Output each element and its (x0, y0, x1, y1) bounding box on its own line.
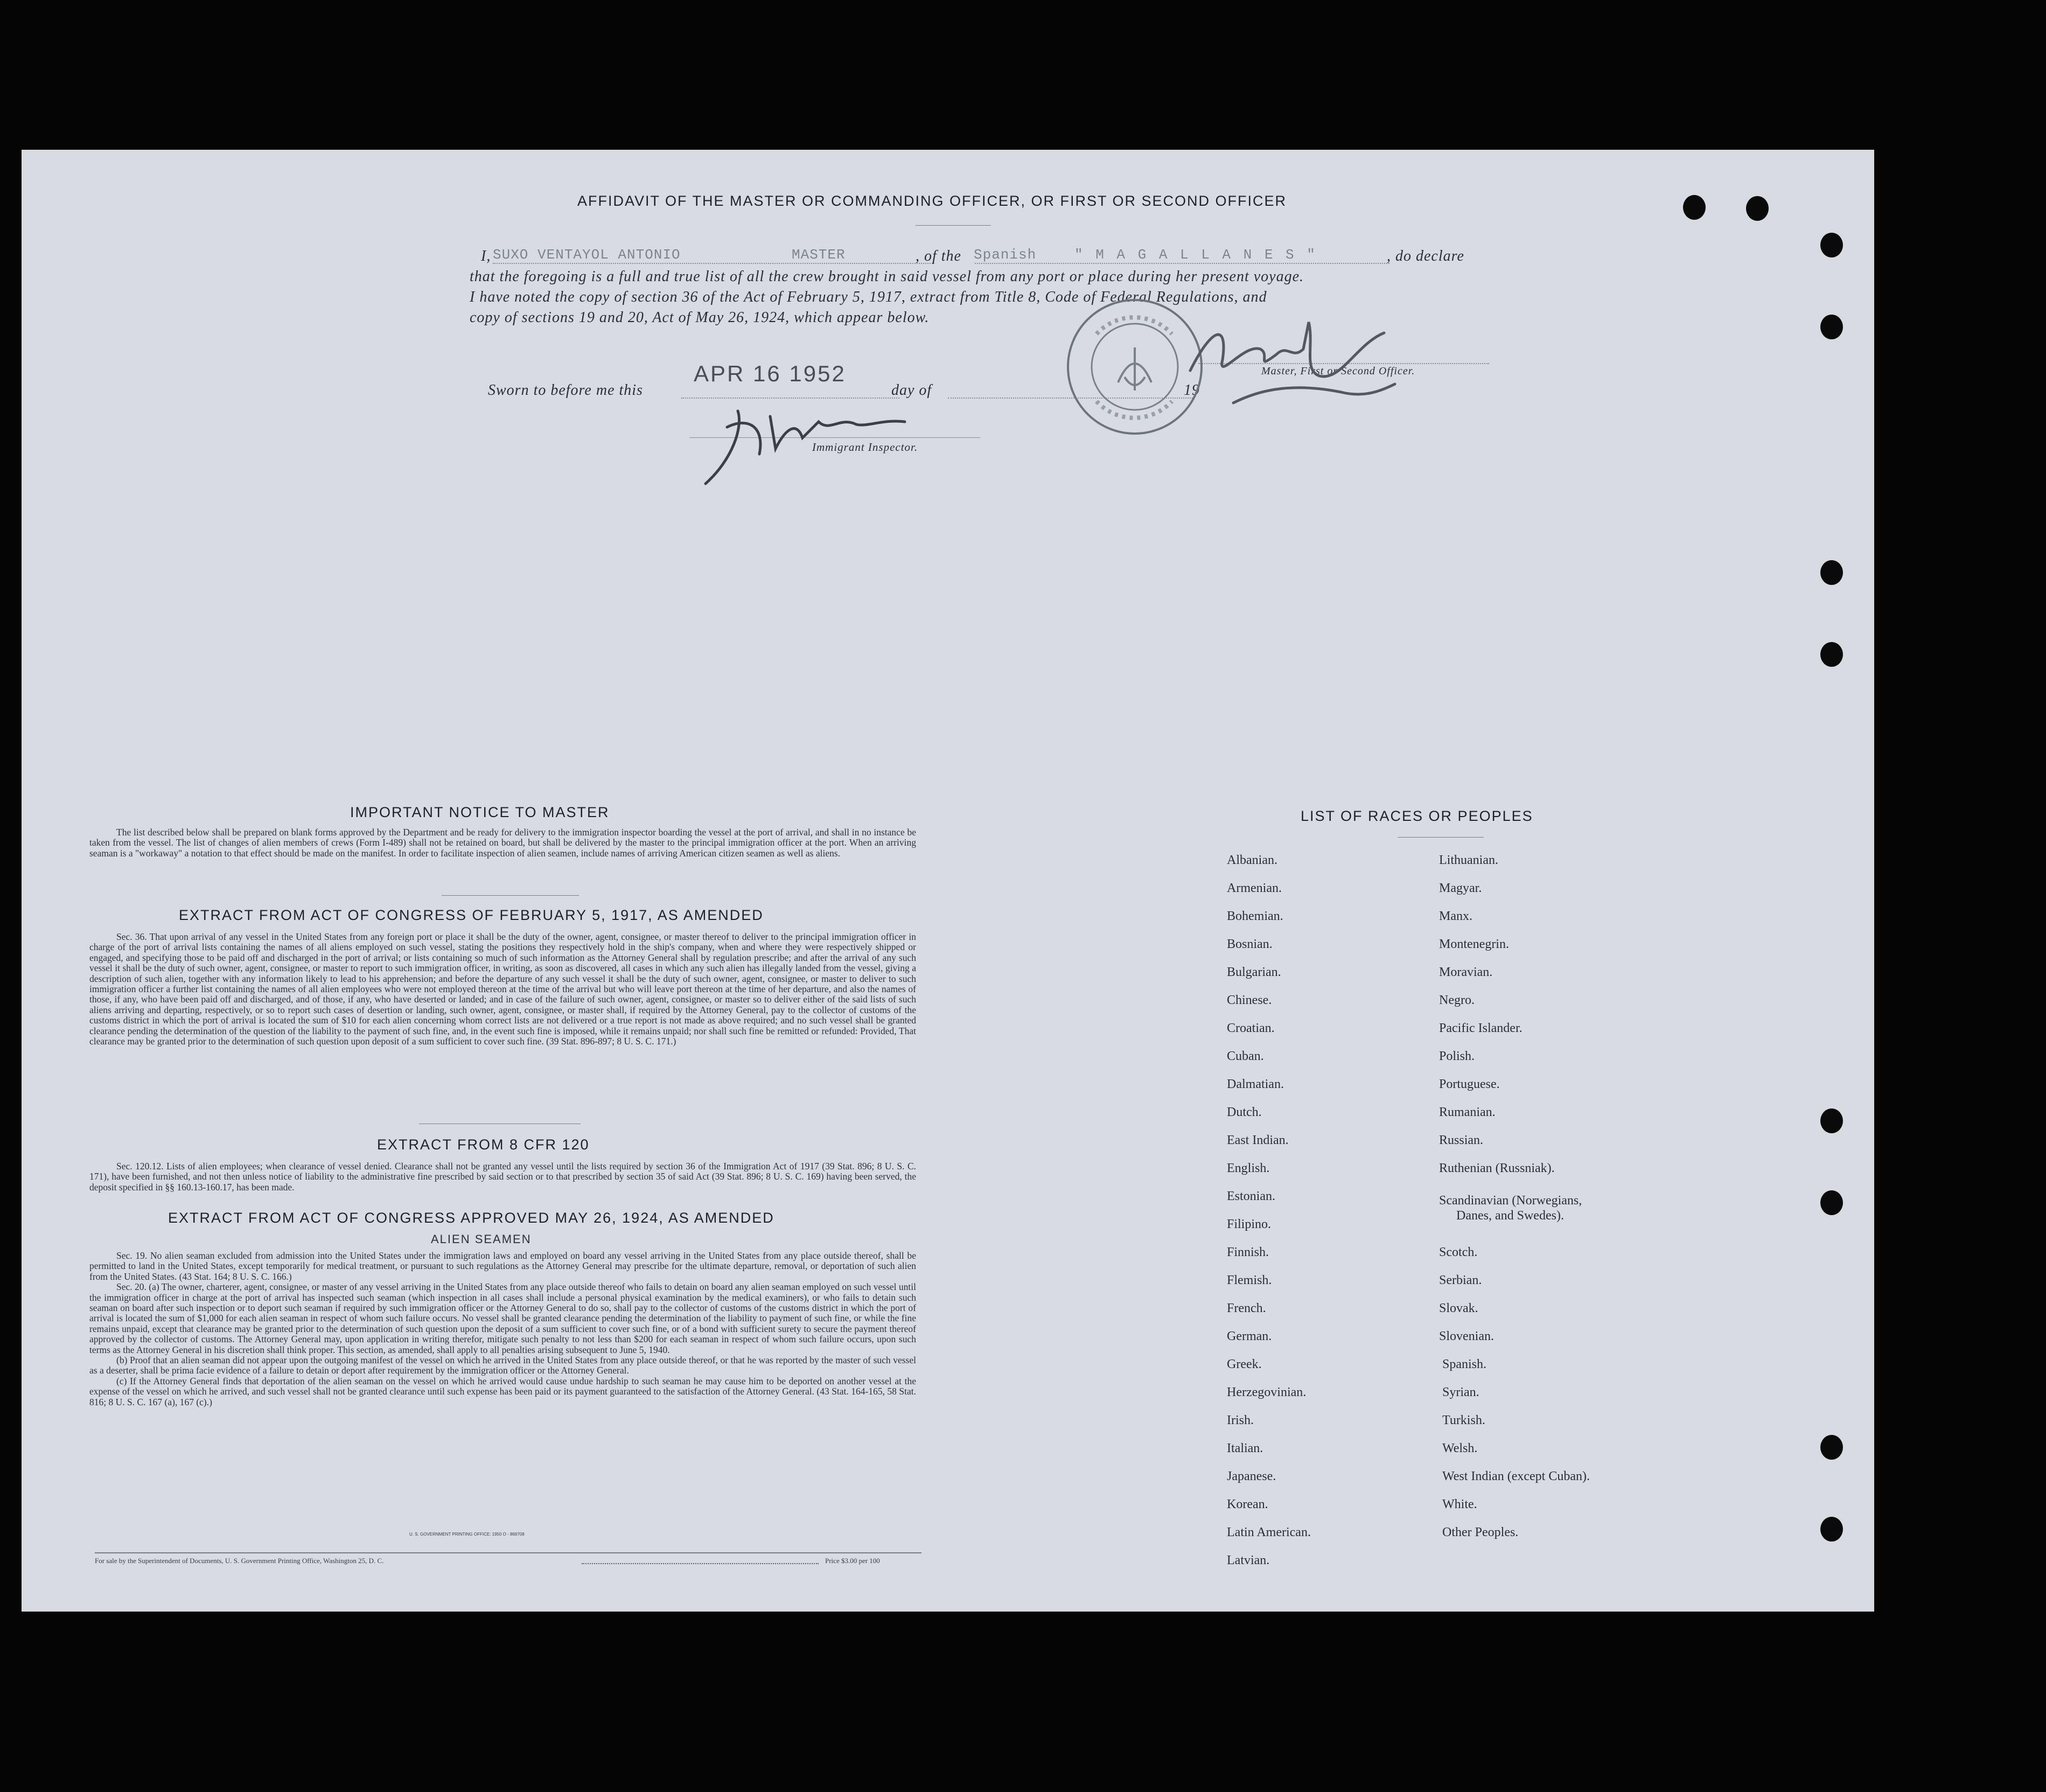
race-left-item: Bohemian. (1227, 909, 1283, 923)
race-left-item: Bulgarian. (1227, 965, 1281, 979)
title-rule (916, 225, 991, 226)
punch-hole (1820, 1435, 1843, 1460)
affidavit-line-2: that the foregoing is a full and true list of all the crew brought in said vessel from any port or place during her present voyage. (470, 268, 1304, 285)
race-left-item: Albanian. (1227, 853, 1277, 867)
race-left-item: East Indian. (1227, 1133, 1289, 1147)
race-right-item: Ruthenian (Russniak). (1439, 1161, 1555, 1175)
price: Price $3.00 per 100 (825, 1557, 880, 1565)
punch-hole (1746, 196, 1769, 221)
race-right-item: Scandinavian (Norwegians, (1439, 1194, 1582, 1208)
sale-notice: For sale by the Superintendent of Documents, U. S. Government Printing Office, Washington 25, D. C. (95, 1557, 384, 1565)
day-of-text: day of (891, 382, 932, 399)
race-left-item: Filipino. (1227, 1217, 1272, 1231)
sec-19-paragraph: Sec. 19. No alien seaman excluded from admission into the United States under the immigration laws and employed on board any vessel arriving in the United States from any place outside thereof, shall be permitted to land in the United States, except temporarily for medical treatment, or pursuant to such regulations as the Attorney General may prescribe for the ultimate departure, removal, or deportation of such alien from the United States. (43 Stat. 164; 8 U. S. C. 166.) (89, 1250, 916, 1282)
race-left-item: Bosnian. (1227, 937, 1273, 951)
race-right-item: Portuguese. (1439, 1077, 1500, 1091)
race-left-item: Croatian. (1227, 1021, 1275, 1035)
punch-hole (1820, 1108, 1843, 1133)
punch-hole (1820, 1190, 1843, 1215)
affidavit-declare: , do declare (1387, 248, 1464, 264)
race-right-item: Other Peoples. (1442, 1525, 1519, 1539)
race-left-item: Dutch. (1227, 1105, 1262, 1119)
race-left-item: Korean. (1227, 1497, 1268, 1511)
affidavit-line-4: copy of sections 19 and 20, Act of May 26, 1924, which appear below. (470, 309, 930, 326)
footer-rule (95, 1552, 921, 1553)
vessel-nationality: Spanish (974, 247, 1037, 263)
race-right-item: Polish. (1439, 1049, 1475, 1063)
race-right-item: Lithuanian. (1439, 853, 1498, 867)
punch-hole (1683, 195, 1706, 220)
sec-20a-paragraph: Sec. 20. (a) The owner, charterer, agent, consignee, or master of any vessel arriving in the United States from any place outside thereof who fails to detain on board any alien seaman employed on such vessel until the immigration officer in charge at the port of arrival has inspected such seaman (which inspection in all cases shall include a personal physical examination by the medical examiners), or who fails to detain such seaman on board after such inspection or to deport such seaman if required by such immigration officer or the Attorney General to do so, shall pay to the collector of customs of the customs district in which the port of arrival is located the sum of $1,000 for each alien seaman in respect of whom such failure occurs. No vessel shall be granted clearance pending the determination of the liability to payment of such fine, or while the fine remains unpaid, except that clearance may be granted prior to the determination of such question upon the deposit of a sum sufficient to cover such fine, or of a bond with sufficient surety to secure the payment thereof approved by the collector of customs. The Attorney General may, upon application in writing therefor, mitigate such penalty to not less than $200 for each seaman in respect of whom such failure occurs, upon such terms as the Attorney General in his discretion shall think proper. This section, as amended, shall apply to all penalties arising subsequent to June 5, 1940. (89, 1281, 916, 1355)
punch-hole (1820, 233, 1843, 257)
extract-1924-title: EXTRACT FROM ACT OF CONGRESS APPROVED MAY 26, 1924, AS AMENDED (168, 1210, 774, 1226)
race-left-item: German. (1227, 1329, 1272, 1343)
extract-8cfr-title: EXTRACT FROM 8 CFR 120 (377, 1136, 590, 1153)
sale-dotted-leader (582, 1563, 819, 1564)
extract-8cfr-text: Sec. 120.12. Lists of alien employees; when clearance of vessel denied. Clearance shall not be granted any vessel until the lists required by section 36 of the Immigration Act of 1917 (39 Stat. 896; 8 U. S. C. 171), have been furnished, and not then unless notice of liability to the administrative fine prescribed by said section or to that prescribed by section 35 of said Act (39 Stat. 896; 8 U. S. C. 169) having been served, the deposit specified in §§ 160.13-160.17, has been made. (89, 1161, 916, 1193)
race-right-item: Syrian. (1442, 1385, 1479, 1399)
race-right-item: Rumanian. (1439, 1105, 1496, 1119)
race-right-item: Turkish. (1442, 1413, 1485, 1427)
notice-text: The list described below shall be prepared on blank forms approved by the Department and be ready for delivery to the immigration inspector boarding the vessel at the port of arrival, and shall in no instance be taken from the vessel. The list of changes of alien members of crews (Form I-489) shall not be retained on board, but shall be delivered by the master to the principal immigration officer at the port. When an arriving seaman is a "workaway" a notation to that effect should be made on the manifest. In order to facilitate inspection of alien seamen, include names of arriving American citizen seamen as well as aliens. (89, 827, 916, 859)
race-left-item: Latvian. (1227, 1553, 1270, 1567)
notice-title: IMPORTANT NOTICE TO MASTER (350, 804, 610, 820)
extract-1917-text: Sec. 36. That upon arrival of any vessel in the United States from any foreign port or place it shall be the duty of the owner, agent, consignee, or master thereof to deliver to the principal immigration officer in charge of the port of arrival lists containing the names of all aliens employed on such vessel, stating the positions they respectively hold in the ship's company, when and where they were respectively shipped or engaged, and specifying those to be paid off and discharged in the port of arrival; or lists containing so much of such information as the Attorney General shall by regulation prescribe; and after the arrival of any such vessel it shall be the duty of such owner, agent, consignee, or master to report to such immigration officer, in writing, as soon as discovered, all cases in which any such alien has illegally landed from the vessel, giving a description of such alien, together with any information likely to lead to his apprehension; and before the departure of any such vessel it shall be the duty of such owner, agent, consignee, or master to deliver to such immigration officer a further list containing the names of all alien employees who were not employed thereon at the time of the arrival but who will leave port thereon at the time of her departure, and also the names of those, if any, who have been paid off and discharged, and of those, if any, who have deserted or landed; and in case of the failure of such owner, agent, consignee, or master so to deliver either of the said lists of such aliens arriving and departing, respectively, or so to report such cases of desertion or landing, such owner, agent, consignee, or master shall, if required by the Attorney General, pay to the collector of customs of the customs district in which the port of arrival is located the sum of $10 for each alien concerning whom correct lists are not delivered or a true report is not made as above required; and no such vessel shall be granted clearance pending the determination of the question of the liability to the payment of such fine, and, in the event such fine is imposed, while it remains unpaid; nor shall such fine be remitted or refunded: Provided, That clearance may be granted prior to the determination of such question upon deposit of a sum sufficient to cover such fine. (39 Stat. 896-897; 8 U. S. C. 171.) (89, 931, 916, 1047)
race-right-item: White. (1442, 1497, 1477, 1511)
race-right-item: West Indian (except Cuban). (1442, 1469, 1590, 1483)
notice-rule (442, 895, 579, 896)
sworn-text: Sworn to before me this (488, 382, 643, 399)
race-right-item: Slovenian. (1439, 1329, 1494, 1343)
name-dotted-line (493, 263, 934, 264)
sec-20b-paragraph: (b) Proof that an alien seaman did not appear upon the outgoing manifest of the vessel on which he arrived in the United States from any place outside thereof, or that he was reported by the master of such vessel as a deserter, shall be prima facie evidence of a failure to detain or deport after requirement by the immigration officer or the Attorney General. (89, 1355, 916, 1376)
race-right-item: Pacific Islander. (1439, 1021, 1523, 1035)
race-left-item: Finnish. (1227, 1245, 1269, 1259)
extract-1924-text (89, 1251, 916, 1407)
affidavit-i: I, (481, 248, 491, 264)
race-right-item: Danes, and Swedes). (1456, 1209, 1564, 1223)
inspector-signature (695, 395, 921, 489)
year-prefix: 19 (1184, 382, 1200, 399)
document-page (22, 150, 1874, 1612)
race-left-item: Dalmatian. (1227, 1077, 1284, 1091)
master-name: SUXO VENTAYOL ANTONIO (493, 247, 681, 263)
race-right-item: Russian. (1439, 1133, 1484, 1147)
race-right-item: Spanish. (1442, 1357, 1487, 1371)
race-left-item: Italian. (1227, 1441, 1263, 1455)
race-left-item: English. (1227, 1161, 1270, 1175)
gpo-imprint: U. S. GOVERNMENT PRINTING OFFICE: 1950 O - 869708 (409, 1532, 525, 1537)
extract-1917-title: EXTRACT FROM ACT OF CONGRESS OF FEBRUARY 5, 1917, AS AMENDED (179, 907, 764, 923)
race-right-item: Welsh. (1442, 1441, 1478, 1455)
race-right-item: Serbian. (1439, 1273, 1482, 1287)
race-left-item: Estonian. (1227, 1189, 1275, 1203)
punch-hole (1820, 1517, 1843, 1542)
race-left-item: Chinese. (1227, 993, 1272, 1007)
race-right-item: Manx. (1439, 909, 1472, 923)
race-left-item: French. (1227, 1301, 1266, 1315)
master-signature (1179, 311, 1427, 408)
race-left-item: Flemish. (1227, 1273, 1272, 1287)
affidavit-of-the: , of the (916, 248, 961, 264)
punch-hole (1820, 315, 1843, 339)
date-stamp: APR 16 1952 (694, 361, 846, 386)
race-right-item: Scotch. (1439, 1245, 1478, 1259)
race-left-item: Latin American. (1227, 1525, 1311, 1539)
races-rule (1398, 837, 1484, 838)
race-left-item: Armenian. (1227, 881, 1282, 895)
punch-hole (1820, 560, 1843, 585)
inspector-label: Immigrant Inspector. (812, 441, 918, 454)
vessel-dotted-line (975, 263, 1389, 264)
alien-seamen-subtitle: ALIEN SEAMEN (431, 1232, 532, 1246)
race-left-item: Greek. (1227, 1357, 1262, 1371)
race-left-item: Cuban. (1227, 1049, 1264, 1063)
race-right-item: Montenegrin. (1439, 937, 1509, 951)
affidavit-line-3: I have noted the copy of section 36 of the Act of February 5, 1917, extract from Title 8, Code of Federal Regulations, and (470, 289, 1267, 305)
master-label: Master, First or Second Officer. (1261, 365, 1415, 377)
race-left-item: Herzegovinian. (1227, 1385, 1307, 1399)
sec-20c-paragraph: (c) If the Attorney General finds that deportation of the alien seaman on the vessel on which he arrived would cause undue hardship to such seaman he may cause him to be deported on another vessel at the expense of the vessel on which he arrived, and such vessel shall not be granted clearance until such expense has been paid or its payment guaranteed to the satisfaction of the Attorney General. (43 Stat. 164-165, 58 Stat. 816; 8 U. S. C. 167 (a), 167 (c).) (89, 1375, 916, 1407)
race-right-item: Slovak. (1439, 1301, 1478, 1315)
race-left-item: Irish. (1227, 1413, 1254, 1427)
master-rank: MASTER (792, 247, 846, 263)
race-right-item: Negro. (1439, 993, 1475, 1007)
race-right-item: Magyar. (1439, 881, 1482, 895)
affidavit-title: AFFIDAVIT OF THE MASTER OR COMMANDING OFFICER, OR FIRST OR SECOND OFFICER (577, 193, 1287, 209)
race-left-item: Japanese. (1227, 1469, 1276, 1483)
vessel-name: " M A G A L L A N E S " (1074, 247, 1317, 263)
race-right-item: Moravian. (1439, 965, 1493, 979)
races-title: LIST OF RACES OR PEOPLES (1301, 808, 1533, 824)
punch-hole (1820, 642, 1843, 667)
